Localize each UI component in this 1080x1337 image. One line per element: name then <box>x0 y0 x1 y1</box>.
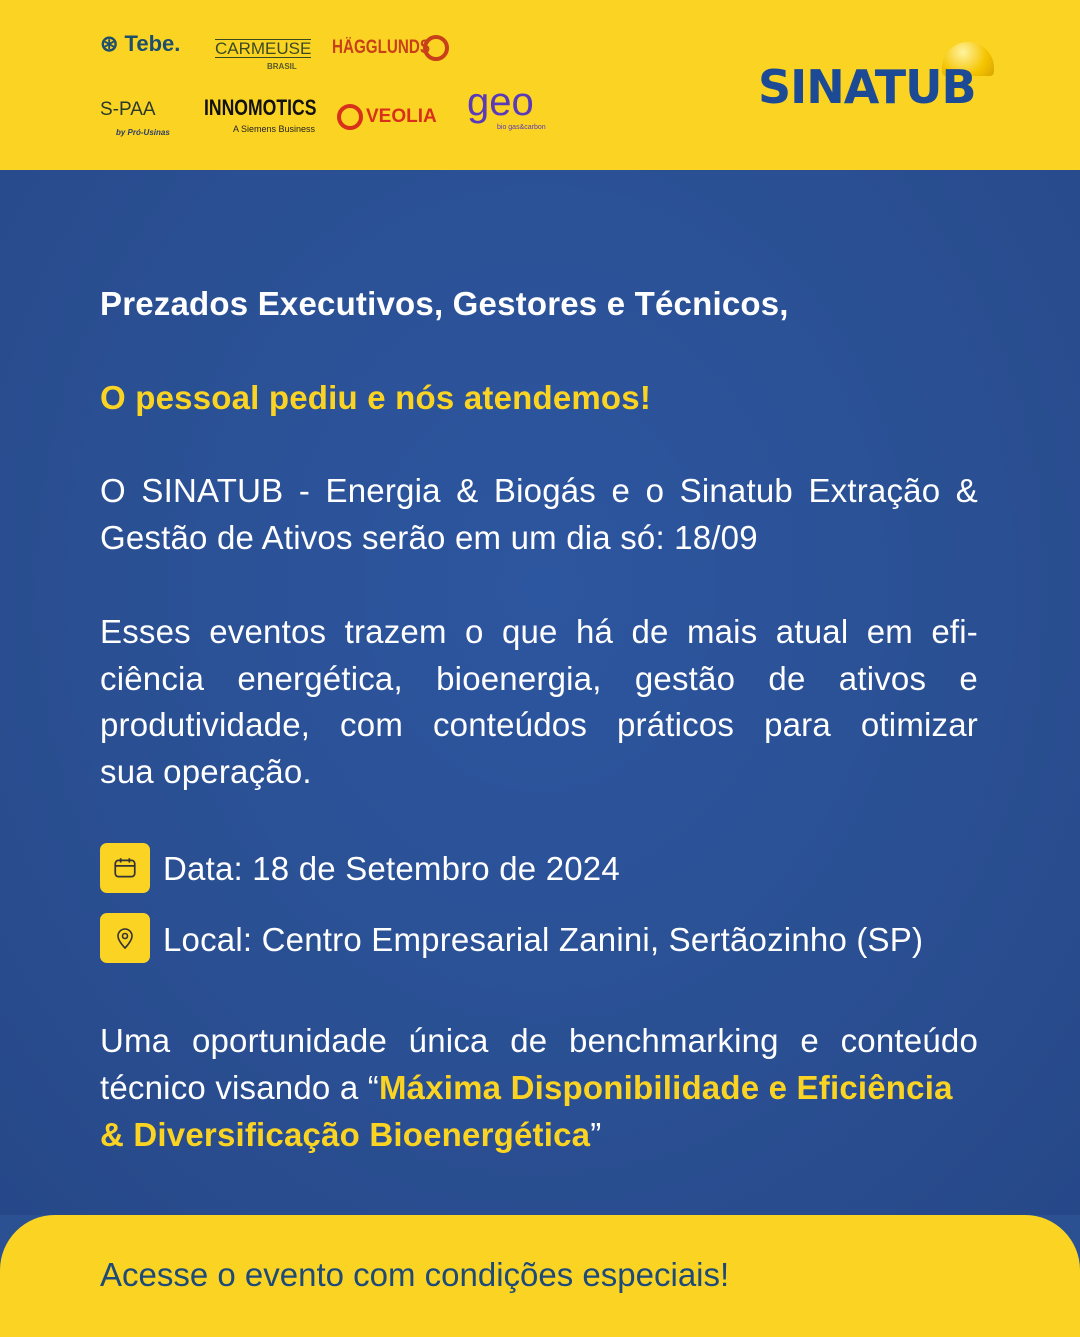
veolia-logo: VEOLIA <box>366 106 437 127</box>
location-pin-icon <box>100 913 150 963</box>
paragraph-3-line <box>100 1115 978 1155</box>
spaa-byline: by Pró-Usinas <box>116 128 170 137</box>
cta-text[interactable]: Acesse o evento com condições especiais! <box>100 1256 730 1293</box>
hagglunds-ring-icon <box>423 35 449 61</box>
paragraph-2-line: sua operação. <box>100 753 312 790</box>
paragraph-2-line: Esses eventos trazem o que há de mais atual em efi- <box>100 613 978 650</box>
geo-logo: geo <box>467 80 534 124</box>
innomotics-byline: A Siemens Business <box>233 124 316 134</box>
carmeuse-brasil: BRASIL <box>267 62 297 71</box>
paragraph-2-line: produtividade, com conteúdos práticos para otimizar <box>100 706 978 743</box>
calendar-icon <box>100 843 150 893</box>
p3-text: ” <box>590 1116 602 1153</box>
p3-emphasis: Máxima Disponibilidade e Eficiência <box>378 1069 953 1106</box>
tebe-logo: ⊛ Tebe. <box>100 31 181 56</box>
tebe-text: Tebe. <box>124 31 181 56</box>
paragraph-2-line: ciência energética, bioenergia, gestão de ativos e <box>100 660 978 697</box>
header <box>0 0 1080 170</box>
p3-text: técnico visando a “ <box>100 1069 379 1106</box>
paragraph-1-line: O SINATUB - Energia & Biogás e o Sinatub Extração & <box>100 472 978 509</box>
highlight: O pessoal pediu e nós atendemos! <box>100 379 652 416</box>
p3-emphasis: & Diversificação Bioenergética <box>100 1116 591 1153</box>
paragraph-1-line: Gestão de Ativos serão em um dia só: 18/09 <box>100 519 758 556</box>
paragraph-3-line <box>100 1068 978 1108</box>
hagglunds-logo: HÄGGLUNDS <box>332 37 430 58</box>
carmeuse-logo: CARMEUSE <box>215 39 312 58</box>
sinatub-logo[interactable]: SINATUB <box>758 60 976 114</box>
geo-byline: bio gas&carbon <box>497 124 546 131</box>
paragraph-3-line: Uma oportunidade única de benchmarking e conteúdo <box>100 1022 978 1059</box>
cta-banner[interactable] <box>0 1215 1080 1337</box>
event-date: Data: 18 de Setembro de 2024 <box>163 850 620 887</box>
veolia-icon <box>337 104 363 130</box>
greeting: Prezados Executivos, Gestores e Técnicos, <box>100 285 789 322</box>
spaa-logo: S-PAA <box>100 99 156 120</box>
event-location: Local: Centro Empresarial Zanini, Sertãozinho (SP) <box>163 921 924 958</box>
innomotics-logo: INNOMOTICS <box>204 95 317 120</box>
